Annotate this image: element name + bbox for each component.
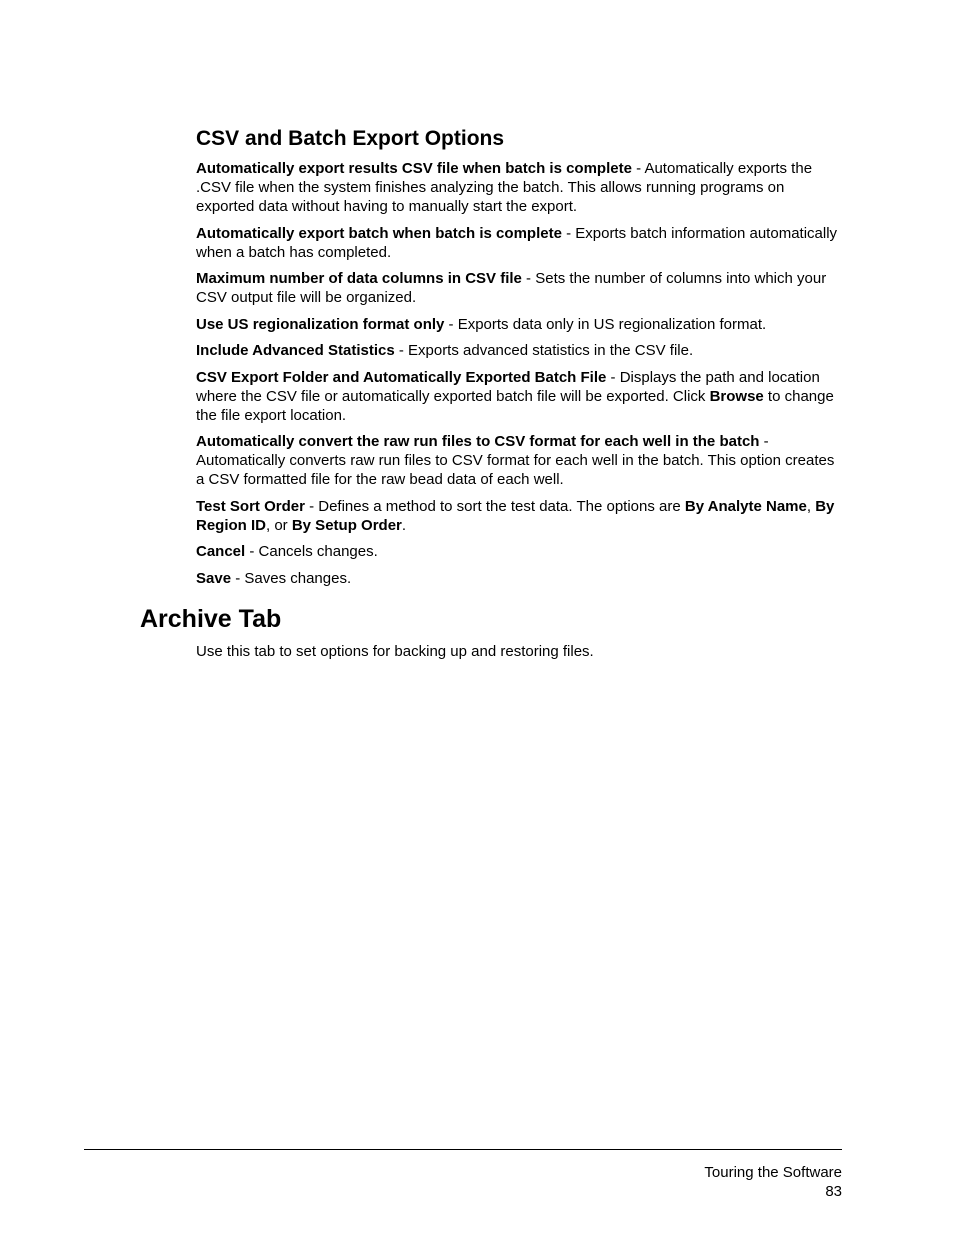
option-term: Automatically convert the raw run files to CSV format for each well in the batch: [196, 433, 760, 450]
option-description-continued: to change the file export location.: [196, 387, 834, 424]
option-term: Include Advanced Statistics: [196, 342, 395, 359]
option-description: - Cancels changes.: [245, 543, 378, 560]
option-description: - Exports advanced statistics in the CSV file.: [394, 342, 694, 359]
option-convert-raw-run-files: [196, 432, 842, 489]
option-term: Automatically export results CSV file when batch is complete: [196, 160, 632, 177]
option-advanced-statistics: [196, 341, 842, 360]
sort-option-analyte-name: By Analyte Name: [684, 497, 807, 515]
option-description: - Saves changes.: [231, 569, 352, 587]
footer-page-number: 83: [825, 1183, 842, 1200]
option-term: CSV Export Folder and Automatically Exported Batch File: [196, 368, 607, 386]
footer-divider: [84, 1149, 842, 1150]
option-term: Maximum number of data columns in CSV file: [196, 270, 522, 287]
option-us-regionalization: [196, 315, 842, 334]
sort-option-setup-order: By Setup Order: [291, 516, 402, 534]
option-term: Automatically export batch when batch is complete: [196, 224, 562, 242]
option-cancel: [196, 542, 842, 561]
sort-option-region-id: By Region ID: [196, 497, 835, 534]
footer-chapter-title: Touring the Software: [704, 1164, 842, 1181]
option-term: Cancel: [196, 543, 246, 560]
option-description: - Automatically converts raw run files to CSV format for each well in the batch. This option creates a CSV formatted file for the raw bead data of each well.: [196, 433, 835, 488]
option-term: Test Sort Order: [196, 497, 305, 515]
option-description: - Displays the path and location where the CSV file or automatically exported batch file will be exported. Click: [196, 368, 820, 405]
section-heading-csv-batch-export: CSV and Batch Export Options: [196, 127, 505, 150]
option-save: [196, 569, 842, 588]
option-description: - Defines a method to sort the test data. The options are: [304, 497, 685, 515]
option-auto-export-batch: [196, 224, 842, 262]
sentence-end: .: [401, 516, 407, 534]
option-auto-export-results-csv: [196, 159, 842, 216]
option-description: - Exports data only in US regionalization format.: [444, 315, 767, 333]
separator: ,: [806, 497, 816, 515]
option-description: - Sets the number of columns into which your CSV output file will be organized.: [196, 270, 827, 306]
option-description: - Automatically exports the .CSV file when the system finishes analyzing the batch. This allows running programs on exported data without having to manually start the export.: [196, 160, 813, 215]
option-max-data-columns: [196, 269, 842, 307]
page-footer: [704, 1163, 842, 1201]
option-test-sort-order: [196, 497, 842, 535]
separator: , or: [266, 516, 292, 534]
option-csv-export-folder: [196, 368, 842, 425]
option-description: - Exports batch information automatically when a batch has completed.: [196, 224, 838, 261]
option-list: [196, 159, 842, 595]
option-term: Save: [196, 569, 232, 587]
archive-tab-description: Use this tab to set options for backing up and restoring files.: [196, 643, 594, 660]
section-heading-archive-tab: Archive Tab: [140, 605, 282, 633]
option-term: Use US regionalization format only: [196, 315, 445, 333]
browse-term: Browse: [709, 387, 764, 405]
